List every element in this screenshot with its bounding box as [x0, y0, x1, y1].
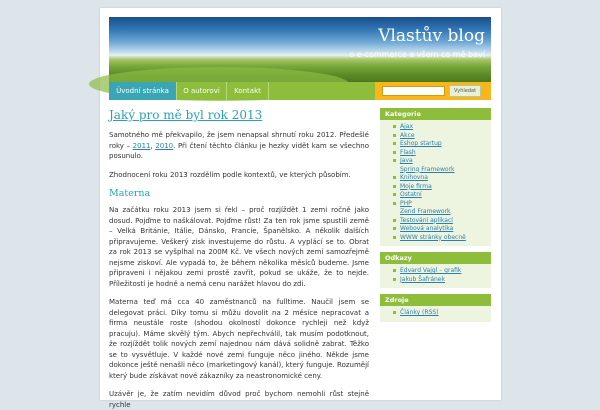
category-link[interactable] [380, 200, 491, 209]
post-paragraph [109, 130, 369, 162]
bullet-icon [393, 125, 396, 128]
bullet-icon [393, 134, 396, 137]
category-link[interactable] [380, 191, 491, 200]
category-link[interactable] [380, 183, 491, 192]
category-link[interactable] [380, 132, 491, 141]
category-label: Webová analytika [400, 225, 454, 232]
links-box [380, 252, 491, 288]
post-paragraph: Zhodnocení roku 2013 rozdělím podle kontextů, ve kterých působím. [109, 170, 351, 179]
post-paragraph: Materna teď má cca 40 zaměstnanců na fulltime. Naučil jsem se delegovat práci. Díky tomu si můžu dovolit na 2 měsíce nepracovat a firma neustále roste (shodou okolností dokonce rychleji než když pracuju). Máme skvělý tým. Abych nepřechválil, tak musím podotknout, že rozjíždět tolik nových zemí najednou nám dává solidně zabrat. Těžko se to vysvětluje. V každé nové zemi funguje něco jiného. Někde jsme dokonce ještě nenašli něco (marketingový kanál), který funguje. Rozumějí který bude získávat nové zákazníky za neastronomické ceny. [109, 298, 369, 380]
post-text: , [150, 141, 156, 150]
search-button[interactable]: Vyhledat [449, 85, 481, 97]
bullet-icon [393, 278, 396, 281]
sources-box [380, 294, 491, 322]
category-link[interactable] [380, 217, 491, 226]
categories-box [380, 108, 491, 246]
category-label: Spring Framework [400, 165, 455, 173]
nav-item-contact[interactable]: Kontakt [227, 82, 269, 100]
nav-item-about[interactable]: O autorovi [177, 82, 227, 100]
rss-link[interactable] [380, 309, 491, 318]
category-label: Ostatní [400, 191, 422, 198]
blogroll-link[interactable] [380, 276, 491, 285]
category-label: Eshop startup [400, 140, 442, 147]
post-text: Samotného mě překvapilo, že jsem nenapsal shrnutí roku 2012. Předešlé roky – [109, 131, 369, 150]
search-area [375, 82, 491, 100]
post-title[interactable]: Jaký pro mě byl rok 2013 [109, 108, 263, 122]
rss-label: Články (RSS) [400, 309, 439, 316]
bullet-icon [393, 202, 396, 205]
subcategory-link[interactable] [380, 166, 491, 175]
category-label: Zend Framework [400, 208, 451, 215]
categories-title: Kategorie [380, 108, 491, 120]
category-link[interactable] [380, 123, 491, 132]
search-input[interactable] [382, 86, 445, 96]
post-paragraph: Na začátku roku 2013 jsem si řekl – proč rozjíždět 1 zemi ročně jako dosud. Pojďme to naškálovat. Pojďme růst! Za ten rok jsme spustili země – Velká Británie, Itálie, Dánsko, Francie, Španělsko. A několik dalších připravujeme. Veškerý zisk investujeme do růstu. A vyplácí se to. Obrat za rok 2013 se vyšplhal na 200M Kč. Ve všech nových zemí samozřejmě nejsme ziskoví. Ale vypadá to, že během několika měsíců budeme. Jsme připraveni i nějakou zemi prostě zavřít, pokud se ukáže, že to nejde. Příležitostí je hodně a nemá cenu narážet hlavou do zdi. [109, 206, 369, 288]
bullet-icon [393, 311, 396, 314]
category-label: Knihovna [400, 174, 428, 181]
post-link-2010[interactable]: 2010 [155, 141, 174, 150]
blogroll-label: Jakub Šafránek [400, 275, 445, 283]
bullet-icon [393, 227, 396, 230]
header-banner [109, 17, 491, 83]
category-link[interactable] [380, 225, 491, 234]
section-heading: Materna [109, 188, 151, 199]
bullet-icon [393, 176, 396, 179]
blog-title[interactable]: Vlastův blog [378, 26, 485, 46]
category-label: Akce [400, 131, 415, 139]
category-label: Testování aplikací [400, 216, 453, 224]
category-link[interactable] [380, 140, 491, 149]
bullet-icon [393, 151, 396, 154]
category-link[interactable] [380, 157, 491, 166]
bullet-icon [393, 185, 396, 188]
subcategory-link[interactable] [380, 208, 491, 217]
main-content [109, 108, 369, 409]
bullet-icon [393, 159, 396, 162]
bullet-icon [393, 142, 396, 145]
nav-item-home[interactable]: Úvodní stránka [109, 82, 177, 100]
category-link[interactable] [380, 234, 491, 243]
sources-title: Zdroje [380, 294, 491, 306]
bullet-icon [393, 269, 396, 272]
links-title: Odkazy [380, 252, 491, 264]
category-label: PHP [400, 199, 412, 207]
page [100, 8, 501, 409]
bullet-icon [393, 236, 396, 239]
category-label: WWW stránky obecně [400, 233, 466, 241]
category-label: Moje firma [400, 182, 432, 190]
category-link[interactable] [380, 149, 491, 158]
blog-tagline: o e-commerce a všem co mě baví [349, 50, 485, 59]
blogroll-link[interactable] [380, 267, 491, 276]
bullet-icon [393, 193, 396, 196]
blogroll-label: Edvard Vajgl – grafik [400, 267, 462, 274]
post-text: . Při čtení těchto článku je hezky vidět kam se všechno posunulo. [109, 141, 369, 160]
category-label: Flash [400, 148, 416, 156]
category-label: Java [400, 157, 413, 164]
category-link[interactable] [380, 174, 491, 183]
post-paragraph: Uzávěr je, že zatím nevidím důvod proč bychom nemohli růst stejně rychle [109, 390, 369, 409]
bullet-icon [393, 219, 396, 222]
category-label: Ajax [400, 123, 413, 130]
post-link-2011[interactable]: 2011 [132, 141, 151, 150]
sidebar [380, 108, 491, 400]
